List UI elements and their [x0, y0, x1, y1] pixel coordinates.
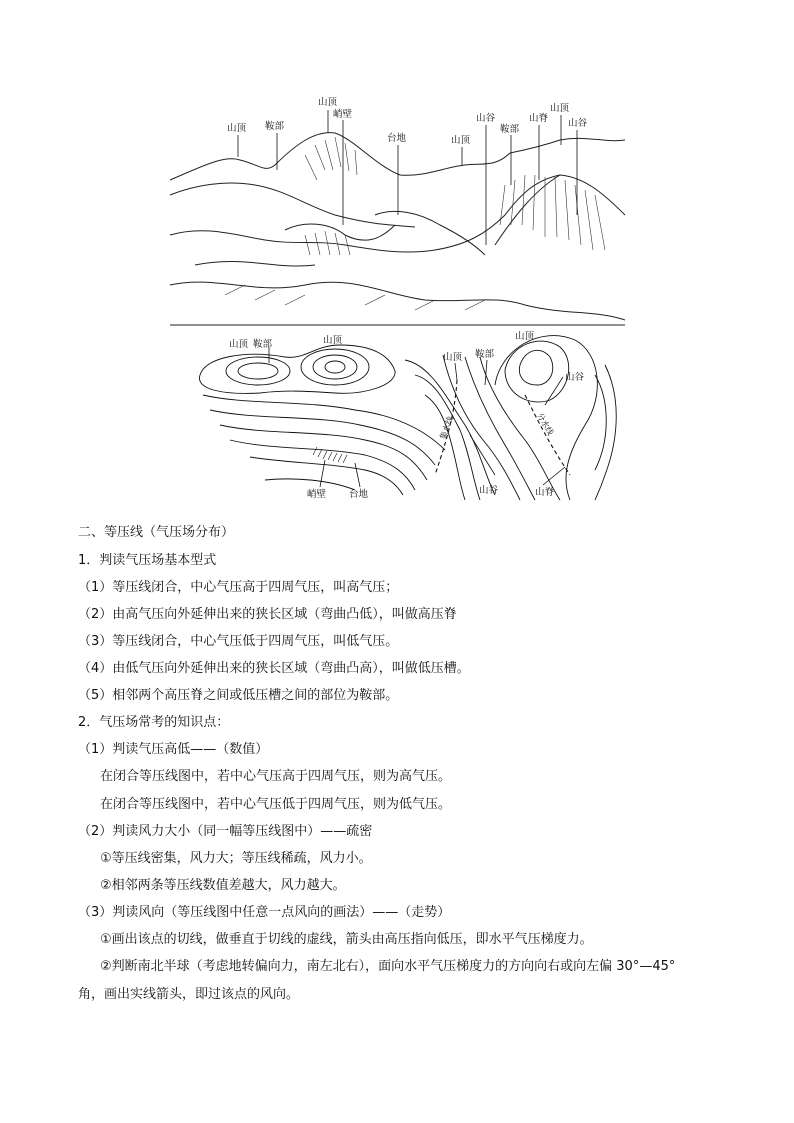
sketch-label-ridge: 山脊	[529, 113, 549, 124]
sketch-label-plateau: 台地	[387, 133, 407, 144]
text-line-13: ②相邻两条等压线数值差越大，风力越大。	[100, 878, 346, 893]
map-label-peak-1: 山顶	[229, 339, 249, 350]
sketch-label-peak-4: 山顶	[550, 103, 570, 114]
contour-map-labels	[229, 330, 585, 500]
map-label-saddle-2: 鞍部	[475, 349, 495, 360]
map-label-ridge: 山脊	[535, 487, 555, 498]
sketch-label-valley-2: 山谷	[568, 118, 588, 129]
sketch-label-saddle-1: 鞍部	[265, 121, 285, 132]
map-label-saddle-1: 鞍部	[253, 339, 273, 350]
terrain-illustration	[165, 95, 630, 505]
text-line-4: （3）等压线闭合，中心气压低于四周气压，叫低气压。	[78, 634, 399, 649]
map-label-valley-2: 山谷	[479, 485, 499, 496]
map-label-valley-1: 山谷	[565, 372, 585, 383]
text-line-6: （5）相邻两个高压脊之间或低压槽之间的部位为鞍部。	[78, 688, 399, 703]
sketch-label-peak-3: 山顶	[451, 135, 471, 146]
terrain-figure	[165, 95, 630, 505]
map-label-peak-2: 山顶	[323, 335, 343, 346]
text-line-2: （1）等压线闭合，中心气压高于四周气压，叫高气压；	[78, 580, 399, 595]
contour-map	[199, 336, 616, 500]
text-line-12: ①等压线密集，风力大；等压线稀疏，风力小。	[100, 851, 372, 866]
text-line-15: ①画出该点的切线，做垂直于切线的虚线，箭头由高压指向低压，即水平气压梯度力。	[100, 932, 593, 947]
text-line-10: 在闭合等压线图中，若中心气压低于四周气压，则为低气压。	[100, 797, 452, 812]
text-line-17: 角，画出实线箭头，即过该点的风向。	[78, 987, 300, 1002]
section-heading: 二、等压线（气压场分布）	[78, 525, 235, 540]
map-label-peak-3: 山顶	[443, 352, 463, 363]
map-label-plateau: 台地	[349, 489, 369, 500]
sketch-hatching	[225, 137, 605, 310]
sketch-pointer-lines	[238, 110, 577, 245]
text-line-11: （2）判读风力大小（同一幅等压线图中）——疏密	[78, 824, 373, 839]
sketch-labels	[227, 96, 588, 146]
text-line-5: （4）由低气压向外延伸出来的狭长区域（弯曲凸高），叫做低压槽。	[78, 661, 470, 676]
map-label-valley-line: 集水线	[438, 415, 456, 441]
sketch-label-valley-1: 山谷	[476, 113, 496, 124]
map-label-cliff: 峭壁	[307, 489, 327, 500]
sketch-label-peak-2: 山顶	[318, 97, 338, 108]
text-line-16: ②判断南北半球（考虑地转偏向力，南左北右），面向水平气压梯度力的方向向右或向左偏 30°—45°	[100, 959, 676, 974]
sketch-label-peak-1: 山顶	[227, 123, 247, 134]
map-label-ridge-line: 分水线	[535, 411, 556, 437]
sketch-label-cliff: 峭壁	[333, 109, 353, 120]
text-line-9: 在闭合等压线图中，若中心气压高于四周气压，则为高气压。	[100, 769, 452, 784]
sketch-label-saddle-2: 鞍部	[500, 124, 520, 135]
text-line-3: （2）由高气压向外延伸出来的狭长区域（弯曲凸低），叫做高压脊	[78, 607, 457, 622]
text-line-1: 1．判读气压场基本型式	[78, 553, 217, 568]
text-line-7: 2．气压场常考的知识点：	[78, 715, 230, 730]
map-label-peak-4: 山顶	[515, 331, 535, 342]
text-line-14: （3）判读风向（等压线图中任意一点风向的画法）——（走势）	[78, 905, 451, 920]
text-line-8: （1）判读气压高低——（数值）	[78, 742, 269, 757]
